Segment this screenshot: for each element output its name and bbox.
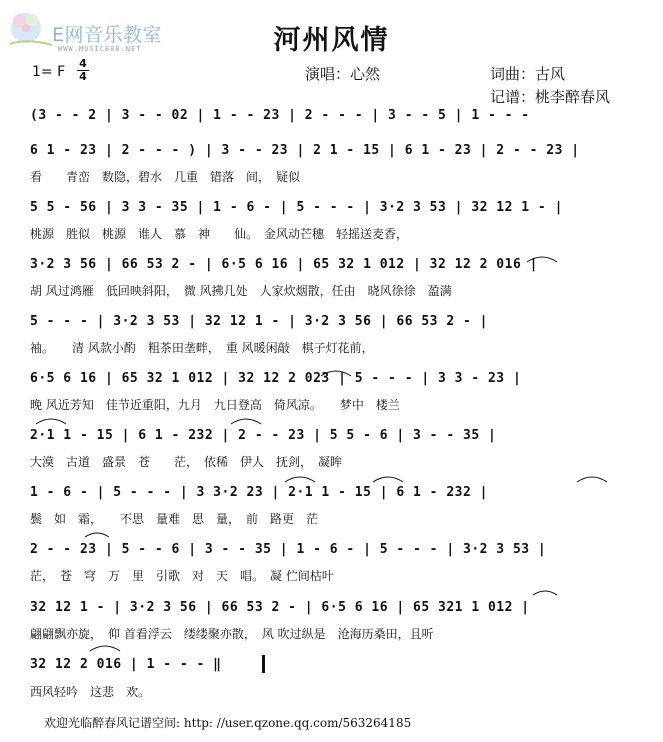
notation-text: 1 - 6 - | 5 - - - | 3 3·2 23 | 2·1 1 - 15 | 6 1 - 232 | <box>30 485 488 500</box>
notation-line <box>30 257 630 271</box>
key-signature: 1= F <box>32 64 66 80</box>
tie-mark <box>231 419 261 424</box>
tie-mark <box>85 533 109 537</box>
lyric-line <box>30 567 640 581</box>
notation-line <box>30 200 630 214</box>
tie-mark <box>90 646 120 651</box>
tie-mark <box>373 477 403 482</box>
notation-text: 6·5 6 16 | 65 32 1 012 | 32 12 2 023 | 5 - - - | 3 3 - 23 | <box>30 371 522 386</box>
tie-mark <box>36 419 66 424</box>
notation-text: 5 - - - | 3·2 3 53 | 32 12 1 - | 3·2 3 56 | 66 53 2 - | <box>30 314 488 329</box>
lyric-text: 大漠 古道 盛景 苍 茫， 依稀 伊人 抚剑， 凝眸 <box>30 455 343 469</box>
time-top: 4 <box>79 57 87 70</box>
time-signature <box>77 58 89 83</box>
lyric-line <box>30 168 640 182</box>
notation-text: 32 12 2 016 | 1 - - - ‖ <box>30 657 222 672</box>
lyric-line <box>30 396 640 410</box>
notation-line <box>30 485 630 499</box>
tie-mark <box>285 477 315 482</box>
tie-mark <box>577 477 607 482</box>
notation-text: 3·2 3 56 | 66 53 2 - | 6·5 6 16 | 65 32 1 012 | 32 12 2 016 | <box>30 257 538 272</box>
notation-text: (3 - - 2 | 3 - - 02 | 1 - - 23 | 2 - - - | 3 - - 5 | 1 - - - <box>30 108 530 123</box>
notation-line <box>30 108 630 122</box>
lyric-text: 翩翩飘亦旋， 仰 首看浮云 缕缕聚亦散， 风 吹过纵是 沧海历桑田，且听 <box>30 627 434 641</box>
brand-name: E网音乐教室 <box>52 24 163 46</box>
lyric-text: 鬓 如 霜， 不思 量难 思 量， 前 路更 茫 <box>30 512 319 526</box>
notation-line <box>30 371 630 385</box>
lyric-line <box>30 339 640 353</box>
lyric-text: 茫， 苍 穹 万 里 引歌 对 天 唱。 凝 伫间枯叶 <box>30 569 334 583</box>
lyric-line <box>30 282 640 296</box>
time-bottom: 4 <box>79 70 87 83</box>
notation-line <box>30 143 630 157</box>
notation-line <box>30 428 630 442</box>
composer-credit: 词曲：古风 <box>490 65 566 83</box>
lyric-line <box>30 225 640 239</box>
lyric-line <box>30 625 640 639</box>
notation-line <box>30 314 630 328</box>
song-title: 河州风情 <box>273 25 390 56</box>
lyric-line <box>30 453 640 467</box>
lyric-text: 桃源 胜似 桃源 谁人 慕 神 仙。 金风动芒穗 轻摇送麦香， <box>30 227 409 241</box>
brand-url: WWW.MUSIC888.NET <box>58 45 142 53</box>
lyric-line <box>30 0 640 14</box>
transcriber-credit: 记谱：桃李醉春风 <box>490 88 611 106</box>
lyric-text: 袖。 清 风款小酌 粗茶田垄畔， 重 风暖闲敲 棋子灯花前， <box>30 341 374 355</box>
notation-line <box>30 542 630 556</box>
notation-text: 2·1 1 - 15 | 6 1 - 232 | 2 - - 23 | 5 5 - 6 | 3 - - 35 | <box>30 428 497 443</box>
singer-credit: 演唱：心然 <box>305 65 381 83</box>
lyric-line <box>30 510 640 524</box>
lyric-text: 胡 风过鸿雁 低回映斜阳， 微 风拂几处 人家炊烟散，任由 晓风徐徐 盈满 <box>30 284 452 298</box>
footer-link-text: 欢迎光临醉春风记谱空间: http: //user.qzone.qq.com/563264185 <box>44 716 412 730</box>
notation-text: 5 5 - 56 | 3 3 - 35 | 1 - 6 - | 5 - - - | 3·2 3 53 | 32 12 1 - | <box>30 200 563 215</box>
notation-line <box>30 600 630 614</box>
lyric-text: 西风轻吟 这悲 欢。 <box>30 685 151 699</box>
notation-text: 2 - - 23 | 5 - - 6 | 3 - - 35 | 1 - 6 - | 5 - - - | 3·2 3 53 | <box>30 542 547 557</box>
notation-line <box>30 657 630 671</box>
notation-text: 6 1 - 23 | 2 - - - ) | 3 - - 23 | 2 1 - 15 | 6 1 - 23 | 2 - - 23 | <box>30 143 580 158</box>
notation-text: 32 12 1 - | 3·2 3 56 | 66 53 2 - | 6·5 6 16 | 65 321 1 012 | <box>30 600 530 615</box>
lyric-line <box>30 683 640 697</box>
lyric-text: 晚 风近芳知 佳节近重阳，九月 九日登高 倚风凉。 梦中 楼兰 <box>30 398 400 412</box>
tie-mark <box>533 591 557 595</box>
lyric-text: 看 青峦 数隐，碧水 几重 错落 间， 疑似 <box>30 170 301 184</box>
